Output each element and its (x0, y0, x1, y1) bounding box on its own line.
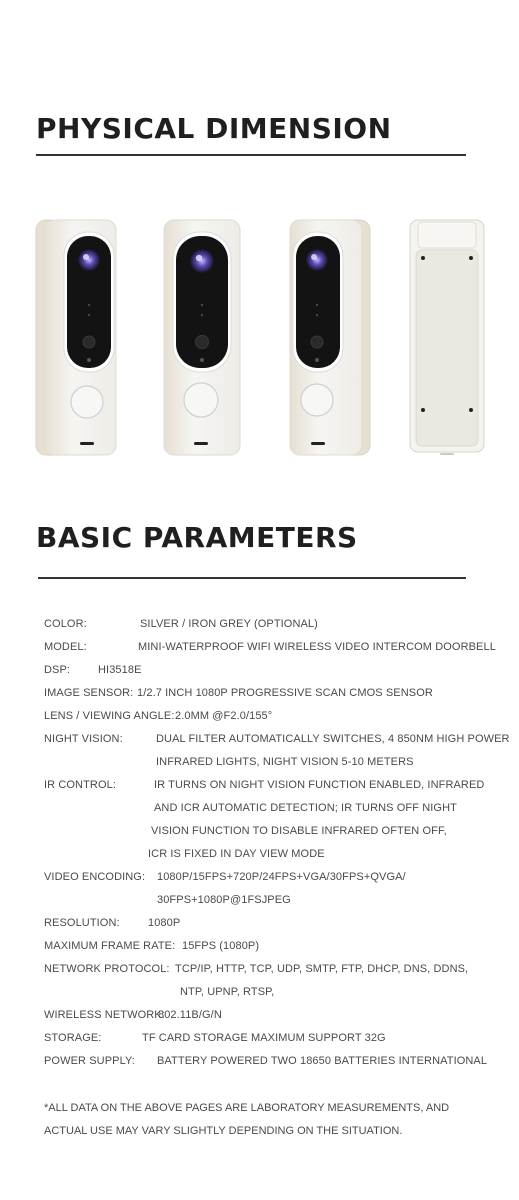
spec-value: TCP/IP, HTTP, TCP, UDP, SMTP, FTP, DHCP, DNS, DDNS, (175, 963, 469, 975)
spec-label: IR CONTROL: (44, 779, 116, 791)
spec-label: COLOR: (44, 618, 87, 630)
disclaimer-line: ACTUAL USE MAY VARY SLIGHTLY DEPENDING ON THE SITUATION. (44, 1125, 403, 1137)
spec-row (44, 618, 514, 641)
spec-row (44, 641, 514, 664)
spec-value: 1/2.7 INCH 1080P PROGRESSIVE SCAN CMOS SENSOR (137, 687, 433, 699)
spec-value: BATTERY POWERED TWO 18650 BATTERIES INTERNATIONAL (157, 1055, 488, 1067)
physical-dimension-title: PHYSICAL DIMENSION (36, 112, 392, 145)
doorbell-product-views (0, 210, 519, 470)
spec-label: MODEL: (44, 641, 87, 653)
spec-value: HI3518E (98, 664, 142, 676)
spec-label: POWER SUPPLY: (44, 1055, 135, 1067)
spec-row (44, 687, 514, 710)
spec-label: WIRELESS NETWORK: (44, 1009, 165, 1021)
doorbell-back-view (410, 220, 484, 455)
basic-parameters-title: BASIC PARAMETERS (36, 521, 358, 554)
spec-row (44, 940, 514, 963)
spec-label: NETWORK PROTOCOL: (44, 963, 170, 975)
spec-value: 2.0MM @F2.0/155° (175, 710, 273, 722)
spec-value: INFRARED LIGHTS, NIGHT VISION 5-10 METERS (156, 756, 414, 768)
spec-label: NIGHT VISION: (44, 733, 123, 745)
spec-value: 15FPS (1080P) (182, 940, 260, 952)
spec-value: SILVER / IRON GREY (OPTIONAL) (140, 618, 318, 630)
spec-value: ICR IS FIXED IN DAY VIEW MODE (148, 848, 325, 860)
spec-row (44, 871, 514, 917)
spec-row (44, 1055, 514, 1078)
spec-label: STORAGE: (44, 1032, 102, 1044)
spec-row (44, 710, 514, 733)
spec-label: MAXIMUM FRAME RATE: (44, 940, 176, 952)
spec-value: NTP, UPNP, RTSP, (180, 986, 275, 998)
title-divider (36, 154, 466, 156)
spec-row (44, 1032, 514, 1055)
doorbell-angled-right (290, 220, 370, 455)
spec-value: 802.11B/G/N (158, 1009, 222, 1021)
spec-label: DSP: (44, 664, 71, 676)
title-divider (38, 577, 466, 579)
spec-label: IMAGE SENSOR: (44, 687, 134, 699)
spec-label: VIDEO ENCODING: (44, 871, 146, 883)
spec-row (44, 779, 514, 871)
spec-label: LENS / VIEWING ANGLE: (44, 710, 175, 722)
disclaimer-line: *ALL DATA ON THE ABOVE PAGES ARE LABORATORY MEASUREMENTS, AND (44, 1102, 450, 1114)
spec-row (44, 963, 514, 1009)
spec-value: VISION FUNCTION TO DISABLE INFRARED OFTEN OFF, (151, 825, 447, 837)
spec-value: 1080P (148, 917, 181, 929)
spec-row (44, 1009, 514, 1032)
spec-value: 1080P/15FPS+720P/24FPS+VGA/30FPS+QVGA/ (157, 871, 406, 883)
spec-value: 30FPS+1080P@1FSJPEG (157, 894, 291, 906)
spec-value: AND ICR AUTOMATIC DETECTION; IR TURNS OFF NIGHT (154, 802, 457, 814)
spec-value: DUAL FILTER AUTOMATICALLY SWITCHES, 4 850NM HIGH POWER (156, 733, 510, 745)
spec-value: MINI-WATERPROOF WIFI WIRELESS VIDEO INTERCOM DOORBELL (138, 641, 496, 653)
spec-label: RESOLUTION: (44, 917, 120, 929)
spec-value: TF CARD STORAGE MAXIMUM SUPPORT 32G (142, 1032, 386, 1044)
spec-value: IR TURNS ON NIGHT VISION FUNCTION ENABLED, INFRARED (154, 779, 485, 791)
doorbell-angled-left (36, 220, 116, 455)
spec-row (44, 664, 514, 687)
spec-row (44, 917, 514, 940)
doorbell-front-view (164, 220, 240, 455)
spec-row (44, 733, 514, 779)
